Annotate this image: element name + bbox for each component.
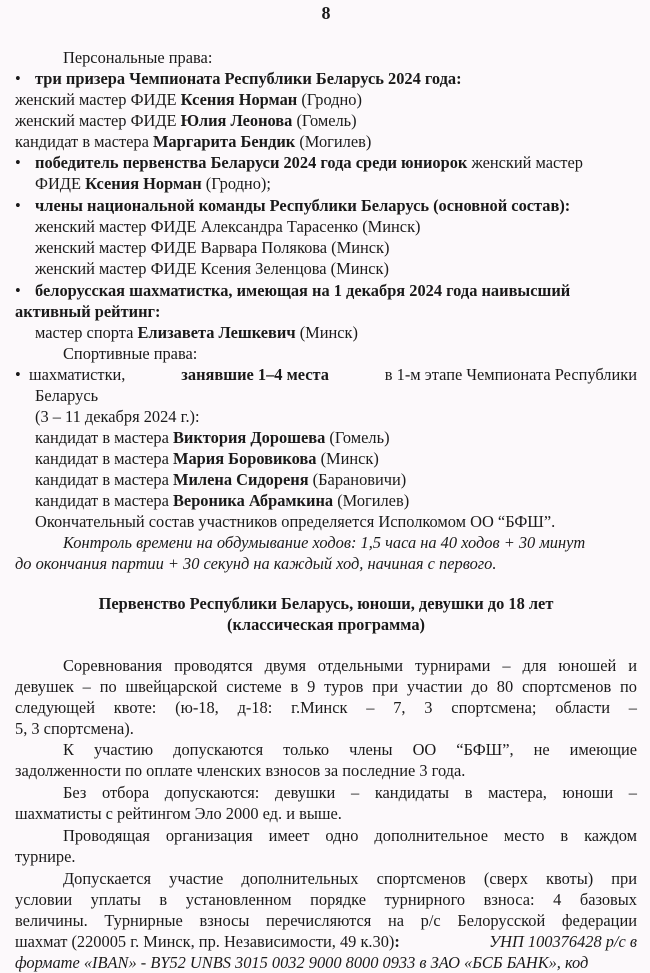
paragraph-line: Соревнования проводятся двумя отдельными турнирами – для юношей и xyxy=(63,656,637,675)
list-item: ФИДЕ Ксения Норман (Гродно); xyxy=(35,174,271,193)
list-item: женский мастер ФИДЕ Ксения Зеленцова (Минск) xyxy=(35,259,389,278)
list-item: женский мастер ФИДЕ Варвара Полякова (Минск) xyxy=(35,238,390,257)
bullet-national-team: • члены национальной команды Республики Беларусь (основной состав): xyxy=(15,196,571,215)
bullet-icon: • xyxy=(15,365,21,384)
page-number: 8 xyxy=(321,3,331,23)
paragraph-line: Проводящая организация имеет одно дополнительное место в каждом xyxy=(63,826,637,845)
list-item: (3 – 11 декабря 2024 г.): xyxy=(35,407,200,426)
sport-rights-heading: Спортивные права: xyxy=(63,344,198,363)
list-item: кандидат в мастера Вероника Абрамкина (Могилев) xyxy=(35,491,410,510)
section-title: Первенство Республики Беларусь, юноши, девушки до 18 лет xyxy=(98,594,554,613)
bullet-top-rating-cont: активный рейтинг: xyxy=(15,302,161,321)
paragraph-line: Без отбора допускаются: девушки – кандидаты в мастера, юноши – xyxy=(63,783,637,802)
paragraph-line: девушек – по швейцарской системе в 9 туров при участии до 80 спортсменов по xyxy=(15,677,637,696)
paragraph-line: турнире. xyxy=(15,847,76,866)
bullet-icon: • xyxy=(15,69,21,88)
paragraph-line: следующей квоте: (ю-18, д-18: г.Минск – 7, 3 спортсмена; области – xyxy=(15,698,637,717)
paragraph-line: К участию допускаются только члены ОО “БФШ”, не имеющие xyxy=(63,740,637,759)
paragraph-line: Допускается участие дополнительных спортсменов (сверх квоты) при xyxy=(63,869,637,888)
bullet-prizewinners: • три призера Чемпионата Республики Беларусь 2024 года: xyxy=(15,69,462,88)
list-item: женский мастер ФИДЕ Ксения Норман (Гродно) xyxy=(15,90,362,109)
paragraph-line: условии уплаты в установленном порядке турнирного взноса: 4 базовых xyxy=(15,890,637,909)
final-roster-note: Окончательный состав участников определяется Исполкомом ОО “БФШ”. xyxy=(35,512,556,531)
paragraph-line: формате «IBAN» - BY52 UNBS 3015 0032 9000 8000 0933 в ЗАО «БСБ БАНК», код xyxy=(15,953,589,972)
time-control-line-1: Контроль времени на обдумывание ходов: 1,5 часа на 40 ходов + 30 минут xyxy=(63,533,586,552)
section-subtitle: (классическая программа) xyxy=(226,615,426,634)
paragraph-line: задолженности по оплате членских взносов за последние 3 года. xyxy=(15,761,466,780)
paragraph-line: шахматисты с рейтингом Эло 2000 ед. и выше. xyxy=(15,804,342,823)
list-item: кандидат в мастера Маргарита Бендик (Могилев) xyxy=(15,132,372,151)
personal-rights-heading: Персональные права: xyxy=(63,48,213,67)
bullet-icon: • xyxy=(15,281,21,300)
list-item: кандидат в мастера Милена Сидореня (Барановичи) xyxy=(35,470,407,489)
paragraph-line: величины. Турнирные взносы перечисляются на р/с Белорусской федерации xyxy=(15,911,637,930)
bullet-icon: • xyxy=(15,153,21,172)
list-item: мастер спорта Елизавета Лешкевич (Минск) xyxy=(35,323,358,342)
paragraph-line: 5, 3 спортсмена). xyxy=(15,719,134,738)
time-control-line-2: до окончания партии + 30 секунд на каждый ход, начиная с первого. xyxy=(15,554,497,573)
bullet-stage-winners: • шахматистки, занявшие 1–4 места в 1-м этапе Чемпионата Республики xyxy=(15,365,637,384)
paragraph-line: шахмат (220005 г. Минск, пр. Независимости, 49 к.30): УНП 100376428 р/с в xyxy=(15,932,637,951)
list-item: женский мастер ФИДЕ Александра Тарасенко (Минск) xyxy=(35,217,421,236)
list-item: Беларусь xyxy=(35,386,99,405)
list-item: кандидат в мастера Виктория Дорошева (Гомель) xyxy=(35,428,390,447)
bullet-junior-winner: • победитель первенства Беларуси 2024 года среди юниорок женский мастер xyxy=(15,153,583,172)
list-item: женский мастер ФИДЕ Юлия Леонова (Гомель) xyxy=(15,111,357,130)
list-item: кандидат в мастера Мария Боровикова (Минск) xyxy=(35,449,379,468)
bullet-top-rating: • белорусская шахматистка, имеющая на 1 декабря 2024 года наивысший xyxy=(15,281,571,300)
bullet-icon: • xyxy=(15,196,21,215)
